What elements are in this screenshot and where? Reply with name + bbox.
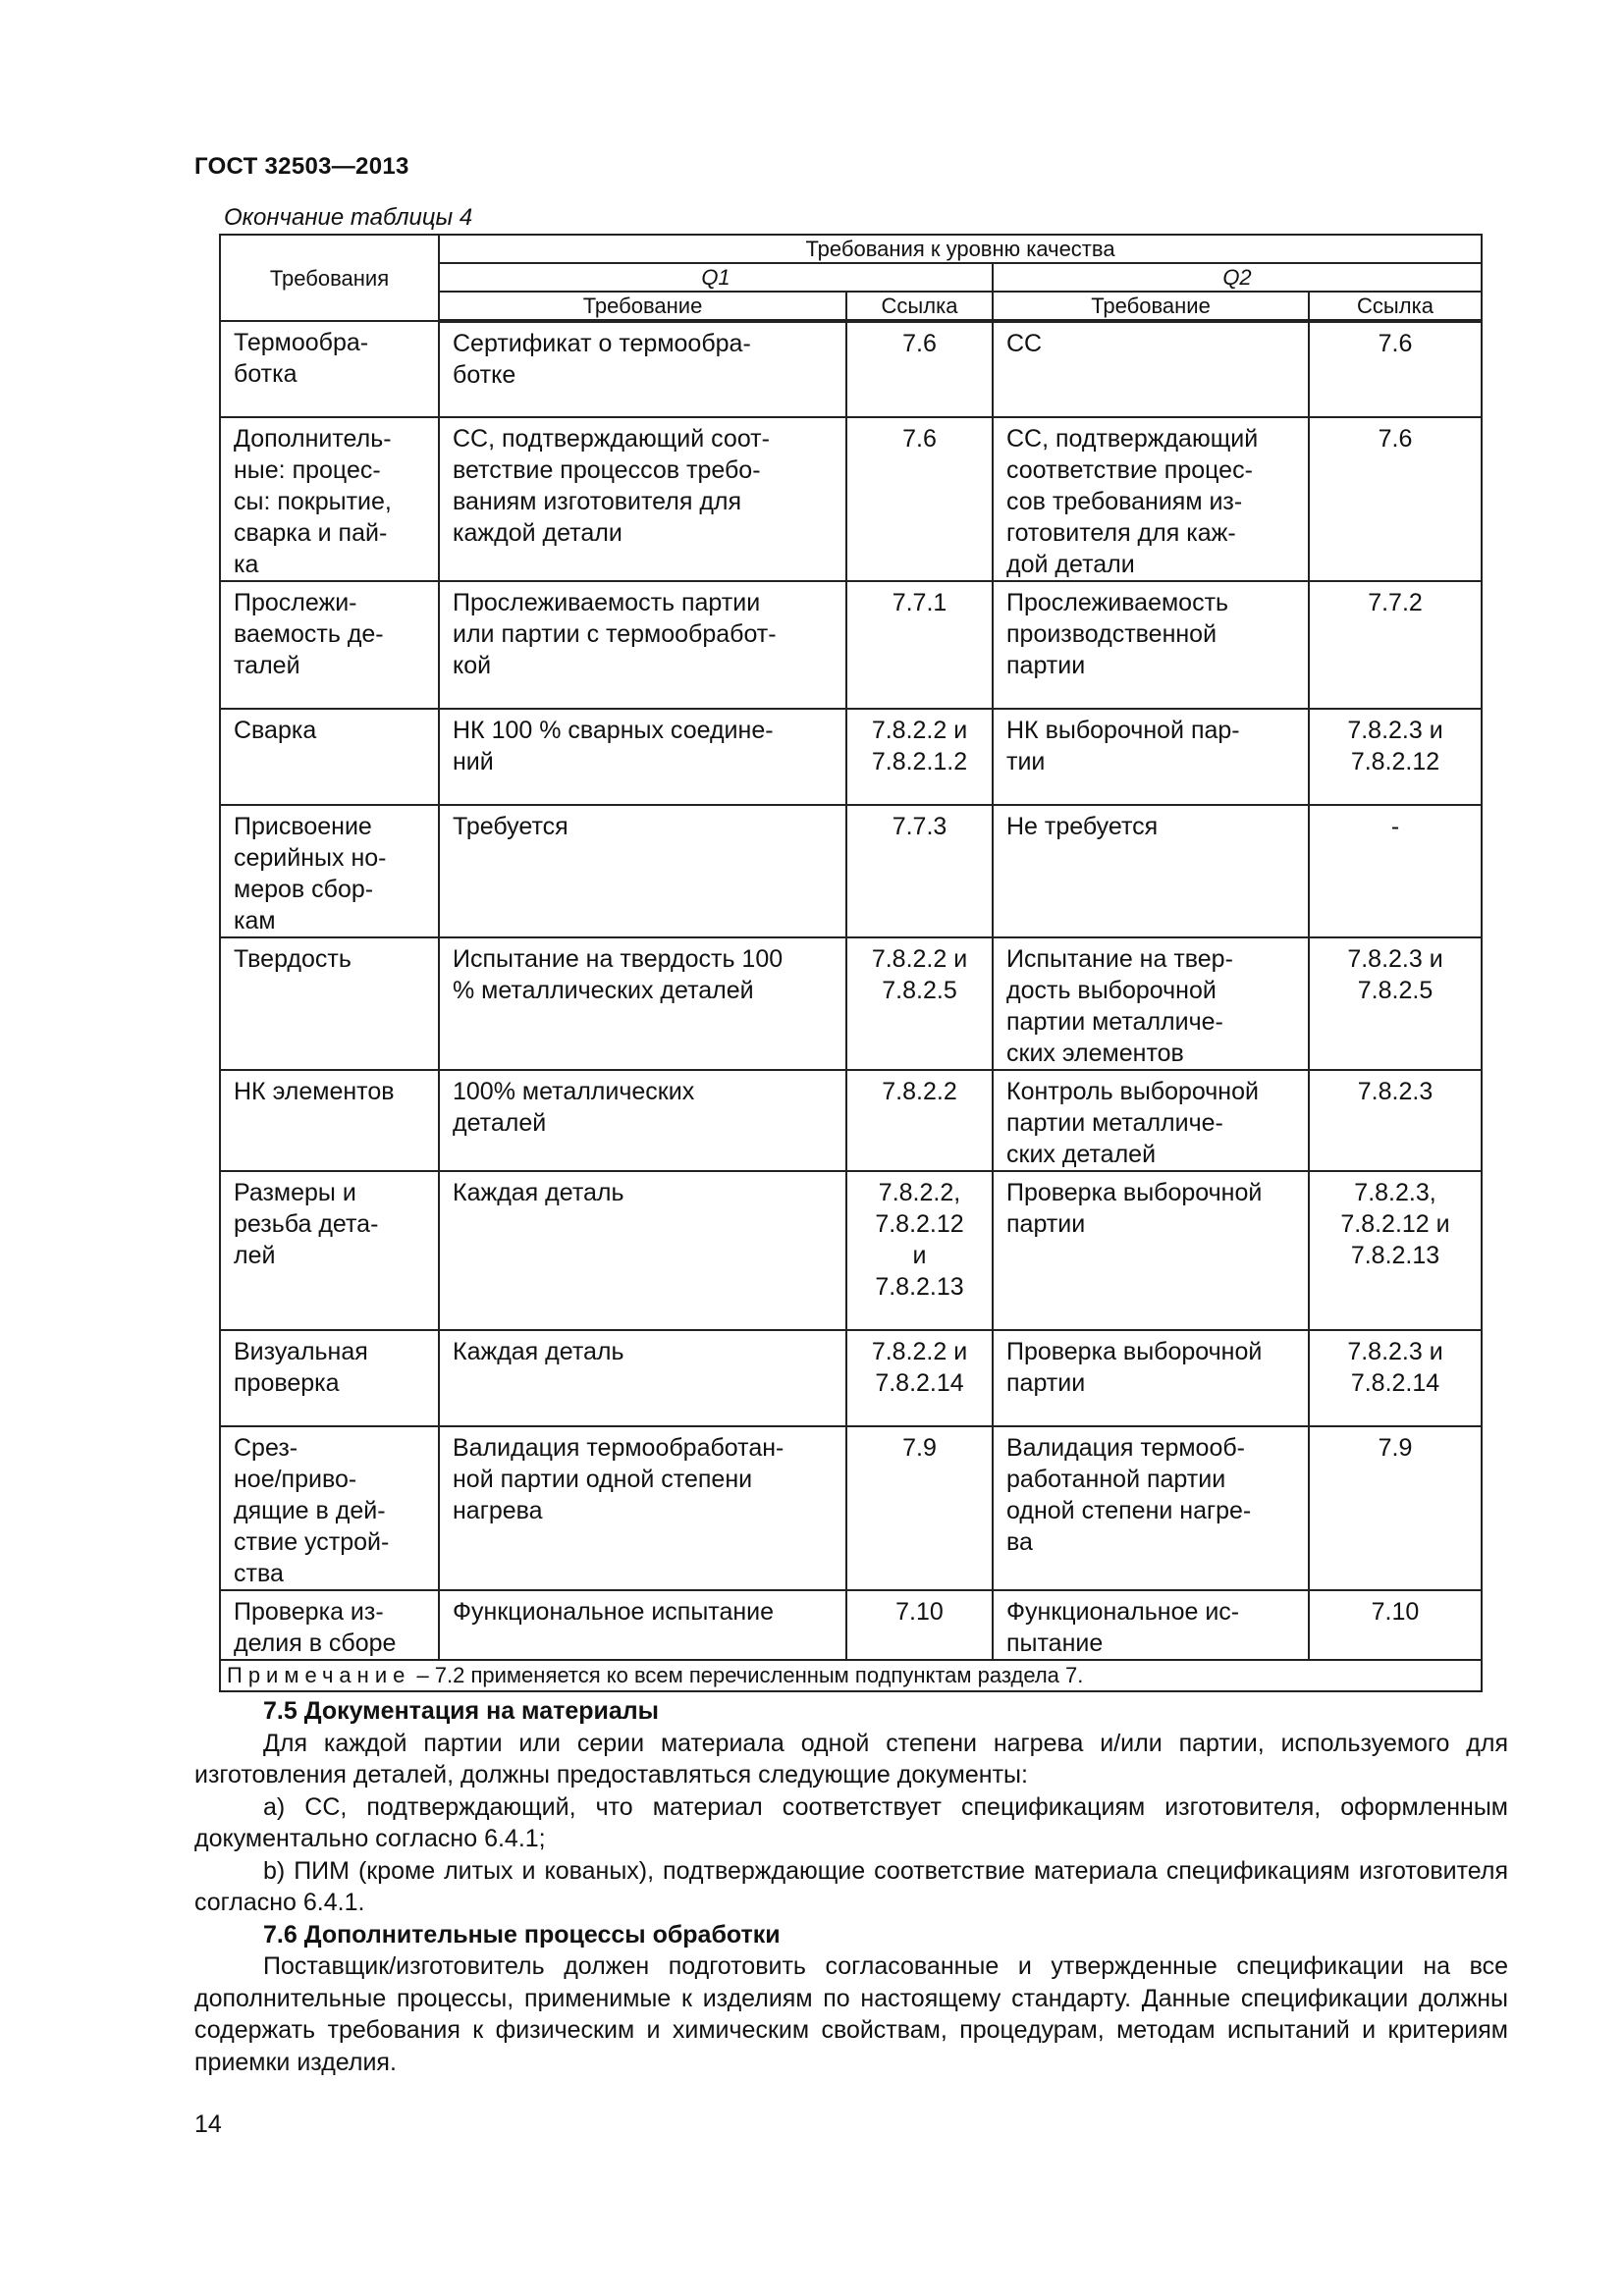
cell-q2-requirement: Испытание на твер- дость выборочной партии металличе- ских элементов: [993, 937, 1309, 1070]
cell-q2-reference: 7.6: [1309, 417, 1482, 581]
header-q2-reference: Ссылка: [1309, 292, 1482, 321]
note-text: – 7.2 применяется ко всем перечисленным подпунктам раздела 7.: [410, 1663, 1084, 1687]
cell-requirement-name: Дополнитель- ные: процес- сы: покрытие, сварка и пай- ка: [220, 417, 439, 581]
page-number: 14: [194, 2110, 222, 2138]
table-note-row: [220, 1660, 1482, 1691]
requirements-table: [219, 234, 1483, 1692]
cell-q2-reference: -: [1309, 805, 1482, 937]
cell-q2-reference: 7.10: [1309, 1590, 1482, 1660]
cell-requirement-name: Проверка из- делия в сборе: [220, 1590, 439, 1660]
cell-q2-reference: 7.8.2.3, 7.8.2.12 и 7.8.2.13: [1309, 1171, 1482, 1330]
cell-q1-reference: 7.7.1: [846, 581, 993, 709]
cell-q2-requirement: Проверка выборочной партии: [993, 1330, 1309, 1426]
cell-q1-reference: 7.6: [846, 417, 993, 581]
cell-q2-requirement: НК выборочной пар- тии: [993, 709, 1309, 805]
cell-requirement-name: Визуальная проверка: [220, 1330, 439, 1426]
cell-requirement-name: Срез- ное/приво- дящие в дей- ствие устрой- ства: [220, 1426, 439, 1590]
cell-q1-reference: 7.8.2.2 и 7.8.2.5: [846, 937, 993, 1070]
cell-requirement-name: НК элементов: [220, 1070, 439, 1171]
table-row: [220, 937, 1482, 1070]
table-row: [220, 805, 1482, 937]
table-row: [220, 1171, 1482, 1330]
cell-q1-requirement: Функциональное испытание: [439, 1590, 846, 1660]
cell-q1-requirement: Требуется: [439, 805, 846, 937]
note-label: Примечание: [227, 1663, 411, 1687]
cell-q2-requirement: Не требуется: [993, 805, 1309, 937]
table-row: [220, 1426, 1482, 1590]
cell-q2-reference: 7.8.2.3 и 7.8.2.12: [1309, 709, 1482, 805]
cell-q1-reference: 7.8.2.2, 7.8.2.12 и 7.8.2.13: [846, 1171, 993, 1330]
cell-requirement-name: Твердость: [220, 937, 439, 1070]
cell-q1-requirement: НК 100 % сварных соедине- ний: [439, 709, 846, 805]
cell-q1-requirement: Испытание на твердость 100 % металлических деталей: [439, 937, 846, 1070]
cell-q2-requirement: СС, подтверждающий соответствие процес- сов требованиям из- готовителя для каж- дой детали: [993, 417, 1309, 581]
header-q2: Q2: [993, 263, 1482, 292]
cell-q2-requirement: Контроль выборочной партии металличе- ских деталей: [993, 1070, 1309, 1171]
cell-q1-requirement: Валидация термообработан- ной партии одной степени нагрева: [439, 1426, 846, 1590]
table-row: [220, 1590, 1482, 1660]
table-body: [220, 321, 1482, 1660]
cell-q1-requirement: Прослеживаемость партии или партии с термообработ- кой: [439, 581, 846, 709]
cell-q2-reference: 7.6: [1309, 321, 1482, 417]
section-7-5-item-a: a) СС, подтверждающий, что материал соответствует спецификациям изготовителя, оформленным документально согласно 6.4.1;: [194, 1792, 1508, 1852]
section-7-6-heading: 7.6 Дополнительные процессы обработки: [263, 1920, 781, 1949]
cell-q2-reference: 7.8.2.3 и 7.8.2.14: [1309, 1330, 1482, 1426]
table-note: [220, 1660, 1482, 1691]
cell-q1-reference: 7.8.2.2: [846, 1070, 993, 1171]
header-quality-levels: Требования к уровню качества: [439, 235, 1482, 263]
cell-q1-reference: 7.10: [846, 1590, 993, 1660]
cell-q1-reference: 7.7.3: [846, 805, 993, 937]
cell-q2-reference: 7.9: [1309, 1426, 1482, 1590]
header-q2-requirement: Требование: [993, 292, 1309, 321]
table-caption: Окончание таблицы 4: [224, 204, 473, 231]
table-row: [220, 417, 1482, 581]
cell-q2-requirement: Функциональное ис- пытание: [993, 1590, 1309, 1660]
cell-requirement-name: Термообра- ботка: [220, 321, 439, 417]
section-7-5-intro: Для каждой партии или серии материала одной степени нагрева и/или партии, используемого для изготовления деталей, должны предоставляться следующие документы:: [194, 1729, 1508, 1789]
header-q1-reference: Ссылка: [846, 292, 993, 321]
cell-requirement-name: Сварка: [220, 709, 439, 805]
document-header: ГОСТ 32503—2013: [194, 153, 409, 180]
cell-q1-reference: 7.6: [846, 321, 993, 417]
cell-requirement-name: Размеры и резьба дета- лей: [220, 1171, 439, 1330]
cell-q2-reference: 7.8.2.3 и 7.8.2.5: [1309, 937, 1482, 1070]
header-q1: Q1: [439, 263, 993, 292]
cell-q1-requirement: Каждая деталь: [439, 1171, 846, 1330]
cell-q2-requirement: Проверка выборочной партии: [993, 1171, 1309, 1330]
table-row: [220, 1330, 1482, 1426]
cell-requirement-name: Прослежи- ваемость де- талей: [220, 581, 439, 709]
table-row: [220, 1070, 1482, 1171]
cell-q1-requirement: СС, подтверждающий соот- ветствие процессов требо- ваниям изготовителя для каждой детали: [439, 417, 846, 581]
body-text: [194, 1695, 1508, 2078]
cell-q1-requirement: 100% металлических деталей: [439, 1070, 846, 1171]
cell-q2-reference: 7.8.2.3: [1309, 1070, 1482, 1171]
cell-q1-reference: 7.8.2.2 и 7.8.2.1.2: [846, 709, 993, 805]
header-requirements: Требования: [220, 235, 439, 321]
cell-q2-requirement: Валидация термооб- работанной партии одной степени нагре- ва: [993, 1426, 1309, 1590]
section-7-5-heading: 7.5 Документация на материалы: [263, 1697, 660, 1725]
cell-q2-requirement: СС: [993, 321, 1309, 417]
cell-q1-requirement: Сертификат о термообра- ботке: [439, 321, 846, 417]
table-row: [220, 581, 1482, 709]
cell-q2-reference: 7.7.2: [1309, 581, 1482, 709]
header-q1-requirement: Требование: [439, 292, 846, 321]
cell-q1-reference: 7.9: [846, 1426, 993, 1590]
cell-q2-requirement: Прослеживаемость производственной партии: [993, 581, 1309, 709]
section-7-5-item-b: b) ПИМ (кроме литых и кованых), подтверждающие соответствие материала спецификациям изготовителя согласно 6.4.1.: [194, 1856, 1508, 1916]
table-row: [220, 709, 1482, 805]
table-row: [220, 321, 1482, 417]
cell-q1-reference: 7.8.2.2 и 7.8.2.14: [846, 1330, 993, 1426]
section-7-6-text: Поставщик/изготовитель должен подготовить согласованные и утвержденные спецификации на все дополнительные процессы, применимые к изделиям по настоящему стандарту. Данные спецификации должны содержать требования к физическим и химическим свойствам, процедурам, методам испытаний и критериям приемки изделия.: [194, 1952, 1508, 2076]
cell-q1-requirement: Каждая деталь: [439, 1330, 846, 1426]
cell-requirement-name: Присвоение серийных но- меров сбор- кам: [220, 805, 439, 937]
